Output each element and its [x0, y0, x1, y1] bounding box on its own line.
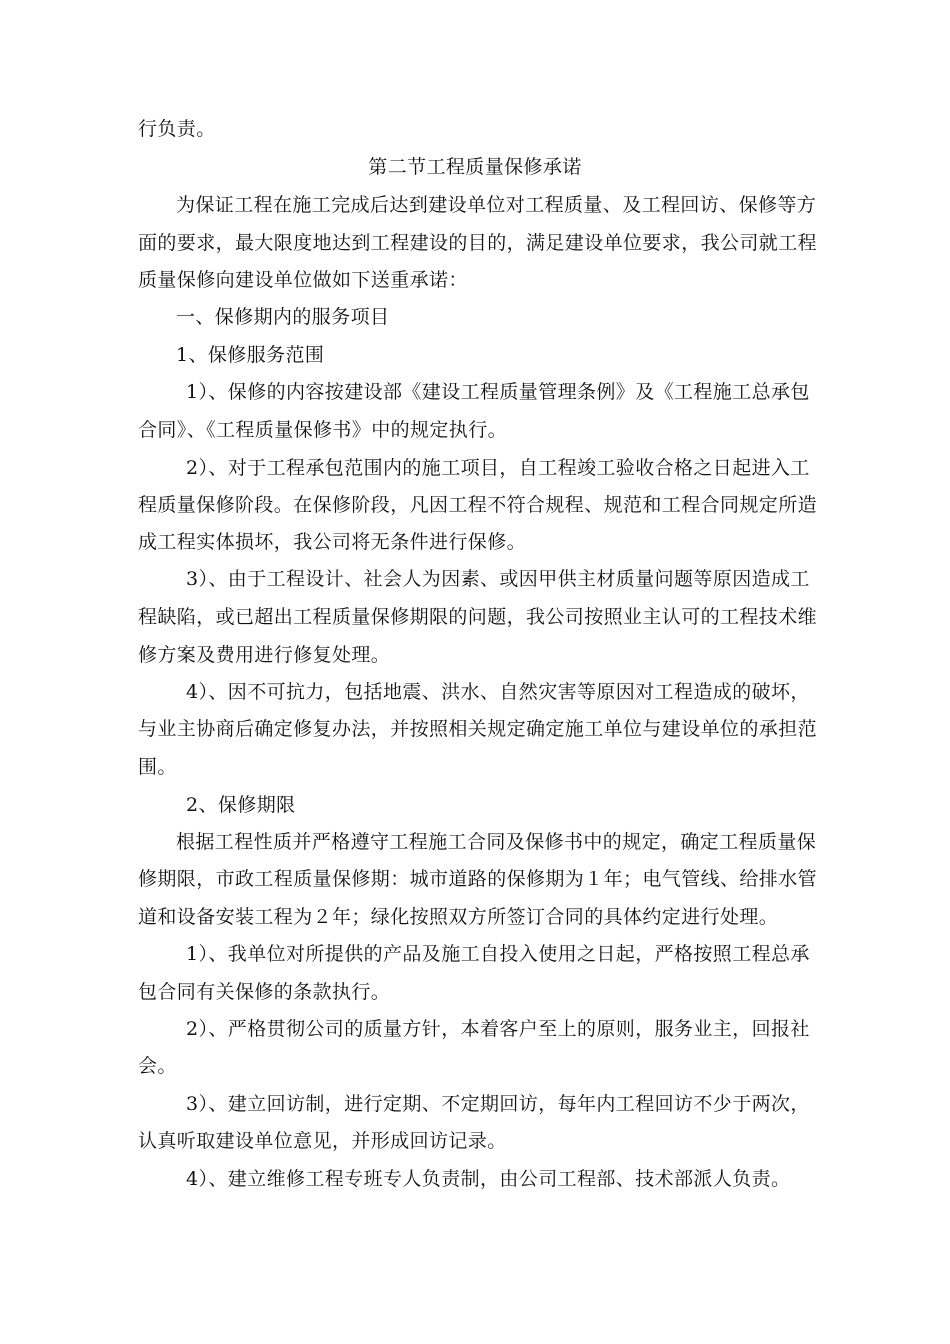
paragraph-line: 包合同有关保修的条款执行。 — [138, 981, 391, 1003]
paragraph-line: 1）、我单位对所提供的产品及施工自投入使用之日起，严格按照工程总承 — [186, 943, 810, 965]
subheading: 1、保修服务范围 — [176, 344, 325, 366]
paragraph-line: 认真听取建设单位意见，并形成回访记录。 — [138, 1130, 507, 1152]
paragraph-line: 与业主协商后确定修复办法，并按照相关规定确定施工单位与建设单位的承担范 — [138, 718, 818, 740]
paragraph-line: 3）、建立回访制，进行定期、不定期回访，每年内工程回访不少于两次， — [186, 1093, 810, 1115]
paragraph-line: 根据工程性质并严格遵守工程施工合同及保修书中的规定，确定工程质量保 — [176, 831, 817, 853]
paragraph-line: 行负责。 — [138, 118, 216, 140]
paragraph-line: 为保证工程在施工完成后达到建设单位对工程质量、及工程回访、保修等方 — [176, 194, 817, 216]
paragraph-line: 2）、严格贯彻公司的质量方针，本着客户至上的原则，服务业主，回报社 — [186, 1018, 810, 1040]
paragraph-line: 程缺陷，或已超出工程质量保修期限的问题，我公司按照业主认可的工程技术维 — [138, 606, 818, 628]
paragraph-line: 道和设备安装工程为２年；绿化按照双方所签订合同的具体约定进行处理。 — [138, 906, 779, 928]
paragraph-line: 4）、因不可抗力，包括地震、洪水、自然灾害等原因对工程造成的破坏， — [186, 681, 810, 703]
paragraph-line: 修期限，市政工程质量保修期：城市道路的保修期为１年；电气管线、给排水管 — [138, 868, 818, 890]
paragraph-line: 围。 — [138, 756, 177, 778]
subheading: 2、保修期限 — [186, 794, 296, 816]
paragraph-line: 质量保修向建设单位做如下送重承诺： — [138, 269, 468, 291]
paragraph-line: 会。 — [138, 1055, 177, 1077]
paragraph-line: 合同》、《工程质量保修书》中的规定执行。 — [138, 419, 508, 441]
section-title: 第二节工程质量保修承诺 — [368, 156, 582, 178]
subheading: 一、保修期内的服务项目 — [176, 306, 390, 328]
paragraph-line: 3）、由于工程设计、社会人为因素、或因甲供主材质量问题等原因造成工 — [186, 568, 810, 590]
paragraph-line: 面的要求，最大限度地达到工程建设的目的，满足建设单位要求，我公司就工程 — [138, 232, 818, 254]
paragraph-line: 程质量保修阶段。在保修阶段，凡因工程不符合规程、规范和工程合同规定所造 — [138, 494, 818, 516]
paragraph-line: 2）、对于工程承包范围内的施工项目，自工程竣工验收合格之日起进入工 — [186, 457, 810, 479]
paragraph-line: 4）、建立维修工程专班专人负责制，由公司工程部、技术部派人负责。 — [186, 1168, 791, 1190]
paragraph-line: 1）、保修的内容按建设部《建设工程质量管理条例》及《工程施工总承包 — [186, 381, 810, 403]
paragraph-line: 成工程实体损坏，我公司将无条件进行保修。 — [138, 531, 527, 553]
paragraph-line: 修方案及费用进行修复处理。 — [138, 644, 391, 666]
